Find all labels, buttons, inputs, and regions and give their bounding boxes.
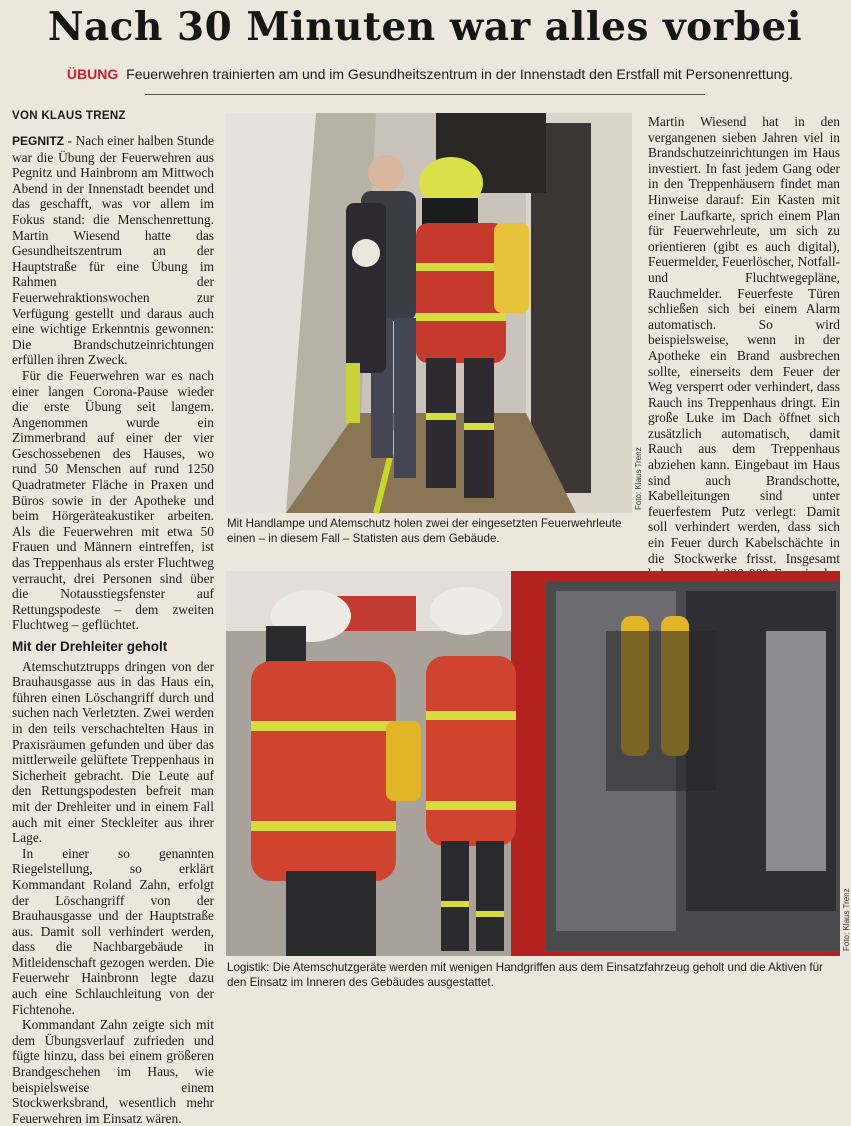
dateline: PEGNITZ [12,134,65,148]
photo-caption-bottom: Logistik: Die Atemschutzgeräte werden mit wenigen Handgriffen aus dem Einsatzfahrzeug geholt und die Aktiven für den Einsatz im Inneren des Gebäudes ausgestattet. [227,961,823,989]
photo-firefighters-rescue [226,113,632,513]
headline: Nach 30 Minuten war alles vorbei [47,4,803,50]
subheadline: Feuerwehren trainierten am und im Gesundheitszentrum in der Innenstadt den Erstfall mit Personenrettung. [126,66,794,82]
paragraph: In einer so genannten Riegelstellung, so erklärt Kommandant Roland Zahn, erfolgt der Löschangriff von der Brauhausgasse und der Hauptstraße aus. Damit soll verhindert werden, dass die Nachbargebäude in Mitleidenschaft gezogen werden. Die Feuerwehr Hainbronn legte dazu auch eine Schlauchleitung von der Fichtenohe. [12,845,214,1017]
section-subhead: Mit der Drehleiter geholt [12,639,168,654]
paragraph: Kommandant Zahn zeigte sich mit dem Übungsverlauf zufrieden und fügte hinzu, dass bei einem größeren Brandgeschehen im Haus, wie beispielsweise einem Stockwerksbrand, wesentlich mehr Feuerwehren im Einsatz wären. [12,1017,214,1126]
paragraph: Atemschutztrupps dringen von der Brauhausgasse aus in das Haus ein, führen einen Löschangriff durch und suchen nach Verletzten. Zwei werden in den teils verschachtelten Haus in Praxisräumen gefunden und über das mittlerweile gelüftete Treppenhaus in Sicherheit gebracht. Die Leute auf den Rettungspodesten befreit man mit der Drehleiter und in einem Fall auch mit einer Steckleiter aus ihrer Lage. [12,658,214,846]
photo-credit: Foto: Klaus Trenz [842,888,851,951]
author-byline: VON KLAUS TRENZ [12,110,126,122]
photo-caption-top: Mit Handlampe und Atemschutz holen zwei der eingesetzten Feuerwehrleute einen – in diesem Fall – Statisten aus dem Gebäude. [227,517,622,545]
photo-equipment-logistics [226,571,840,956]
paragraph: PEGNITZ - Nach einer halben Stunde war die Übung der Feuerwehren aus Pegnitz und Hainbronn am Mittwoch Abend in der Innenstadt beendet und das geschafft, was vor allem im Fokus stand: die Menschenrettung. Martin Wiesend hatte das Gesundheitszentrum an der Hauptstraße für eine Übung im Rahmen der Feuerwehraktionswochen zur Verfügung gestellt und daraus auch eine wichtige Erkenntnis gewonnen: Die Brandschutzeinrichtungen erfüllen ihren Zweck. [12,133,214,368]
paragraph: Für die Feuerwehren war es nach einer langen Corona-Pause wieder die erste Übung seit langem. Angenommen wurde ein Zimmerbrand auf einer der vier Geschossebenen des Hauses, wo rund 50 Menschen auf rund 1250 Quadratmeter Fläche in Praxen und Büros sowie in der Apotheke und beim Hörgeräteakustiker arbeiten. Als die Feuerwehren mit etwa 50 Frauen und Männern eintreffen, ist das Treppenhaus als erster Fluchtweg verraucht, drei Personen sind über die Notausstiegsfenster auf Rettungspodeste – dem zweiten Fluchtweg – geflüchtet. [12,367,214,633]
article-column-3 [648,114,840,566]
article-column-1 [12,133,214,1126]
kicker-label: ÜBUNG [66,66,119,82]
header-rule [145,94,705,95]
subheadline-row [40,66,820,82]
photo-credit: Foto: Klaus Trenz [634,447,643,510]
paragraph: Martin Wiesend hat in den vergangenen sieben Jahren viel in Brandschutzeinrichtungen im Haus investiert. In fast jedem Gang oder in den Treppenhäusern findet man Hinweise darauf: Ein Kasten mit einer Laufkarte, sprich einem Plan für Feuerwehrleute, um sich zu orientieren (gibt es auch digital), Feuermelder, Feuerlöscher, Notfall- und Fluchtwegepläne, Rauchmelder. Feuerfeste Türen schließen sich bei einem Alarm automatisch. So wird beispielsweise, wenn in der Apotheke ein Brand ausbrechen sollte, einerseits dem Feuer der Weg versperrt oder verhindert, dass Rauch ins Treppenhaus dringt. Ein große Luke im Dach öffnet sich zusätzlich automatisch, damit Rauch aus dem Treppenhaus abziehen kann. Eingebaut im Haus sind auch Brandschotte, Kabelleitungen sind unter feuerfestem Putz verlegt: Damit soll verhindert werden, dass sich ein Feuer durch Kabelschächte in die Stockwerke frisst. Insgesamt [648,114,840,566]
